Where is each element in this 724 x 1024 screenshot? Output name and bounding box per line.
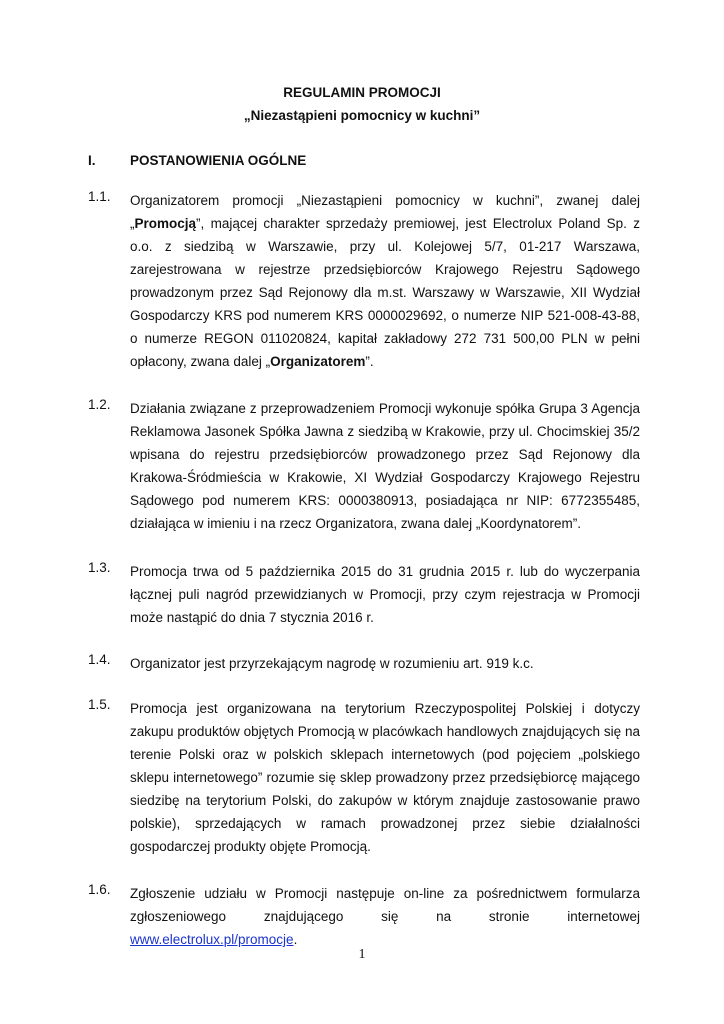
text-run: ”, mającej charakter sprzedaży premiowej, jest Electrolux Poland Sp. z o.o. z siedzibą w Warszawie, przy ul. Kolejowej 5/7, 01-217 Warszawa, zarejestrowana w rejestrze przedsiębiorców Krajowego Rejestru Sądowego prowadzonym przez Sąd Rejonowy dla m.st. Warszawy w Warszawie, XII Wydział Gospodarczy KRS pod numerem KRS 0000029692, o numerze NIP 521-008-43-88, o numerze REGON 011020824, kapitał zakładowy 272 731 500,00 PLN w pełni opłacony, zwana dalej „ — [130, 216, 640, 369]
text-run: . — [293, 932, 298, 947]
paragraph-number: 1.6. — [88, 882, 111, 897]
defined-term: Promocją — [134, 216, 197, 231]
document-title: REGULAMIN PROMOCJI — [283, 85, 441, 100]
section-title: POSTANOWIENIA OGÓLNE — [130, 153, 307, 168]
paragraph-text: Organizator jest przyrzekającym nagrodę w rozumieniu art. 919 k.c. — [130, 656, 534, 671]
paragraph-text: Promocja jest organizowana na terytorium Rzeczypospolitej Polskiej i dotyczy zakupu produktów objętych Promocją w placówkach handlowych znajdujących się na terenie Polski oraz w polskich sklepach internetowych (pod pojęciem „polskiego sklepu internetowego” rozumie się sklep prowadzony przez przedsiębiorcę mającego siedzibę na terytorium Polski, do zakupów w którym znajduje zastosowanie prawo polskie), sprzedających w ramach prowadzonej przez siebie działalności gospodarczej produkty objęte Promocją. — [130, 701, 640, 854]
defined-term: Organizatorem — [270, 354, 366, 369]
text-run: ”. — [365, 354, 374, 369]
page-number: 1 — [358, 947, 366, 962]
text-run: Zgłoszenie udziału w Promocji następuje on-line za pośrednictwem formularza zgłoszeniowego znajdującego się na stronie internetowej — [130, 886, 640, 924]
paragraph-text — [130, 882, 640, 951]
paragraph-text — [130, 189, 640, 373]
paragraph-number: 1.3. — [88, 560, 111, 575]
paragraph-number: 1.1. — [88, 189, 111, 204]
paragraph-number: 1.2. — [88, 397, 111, 412]
text-run: Organizatorem promocji „Niezastąpieni pomocnicy w kuchni”, zwanej dalej „ — [130, 193, 640, 231]
promotion-name: „Niezastąpieni pomocnicy w kuchni” — [243, 108, 481, 123]
paragraph-number: 1.4. — [88, 652, 111, 667]
paragraph-number: 1.5. — [88, 697, 111, 712]
paragraph-text: Działania związane z przeprowadzeniem Promocji wykonuje spółka Grupa 3 Agencja Reklamowa Jasonek Spółka Jawna z siedzibą w Krakowie, przy ul. Chocimskiej 35/2 wpisana do rejestru przedsiębiorców prowadzonego przez Sąd Rejonowy dla Krakowa-Śródmieścia w Krakowie, XI Wydział Gospodarczy Krajowego Rejestru Sądowego pod numerem KRS: 0000380913, posiadająca nr NIP: 6772355485, działająca w imieniu i na rzecz Organizatora, zwana dalej „Koordynatorem”. — [130, 401, 640, 531]
promotion-website-link[interactable]: www.electrolux.pl/promocje — [130, 932, 294, 947]
section-number: I. — [88, 153, 96, 168]
paragraph-text: Promocja trwa od 5 października 2015 do 31 grudnia 2015 r. lub do wyczerpania łącznej puli nagród przewidzianych w Promocji, przy czym rejestracja w Promocji może nastąpić do dnia 7 stycznia 2016 r. — [130, 564, 640, 625]
